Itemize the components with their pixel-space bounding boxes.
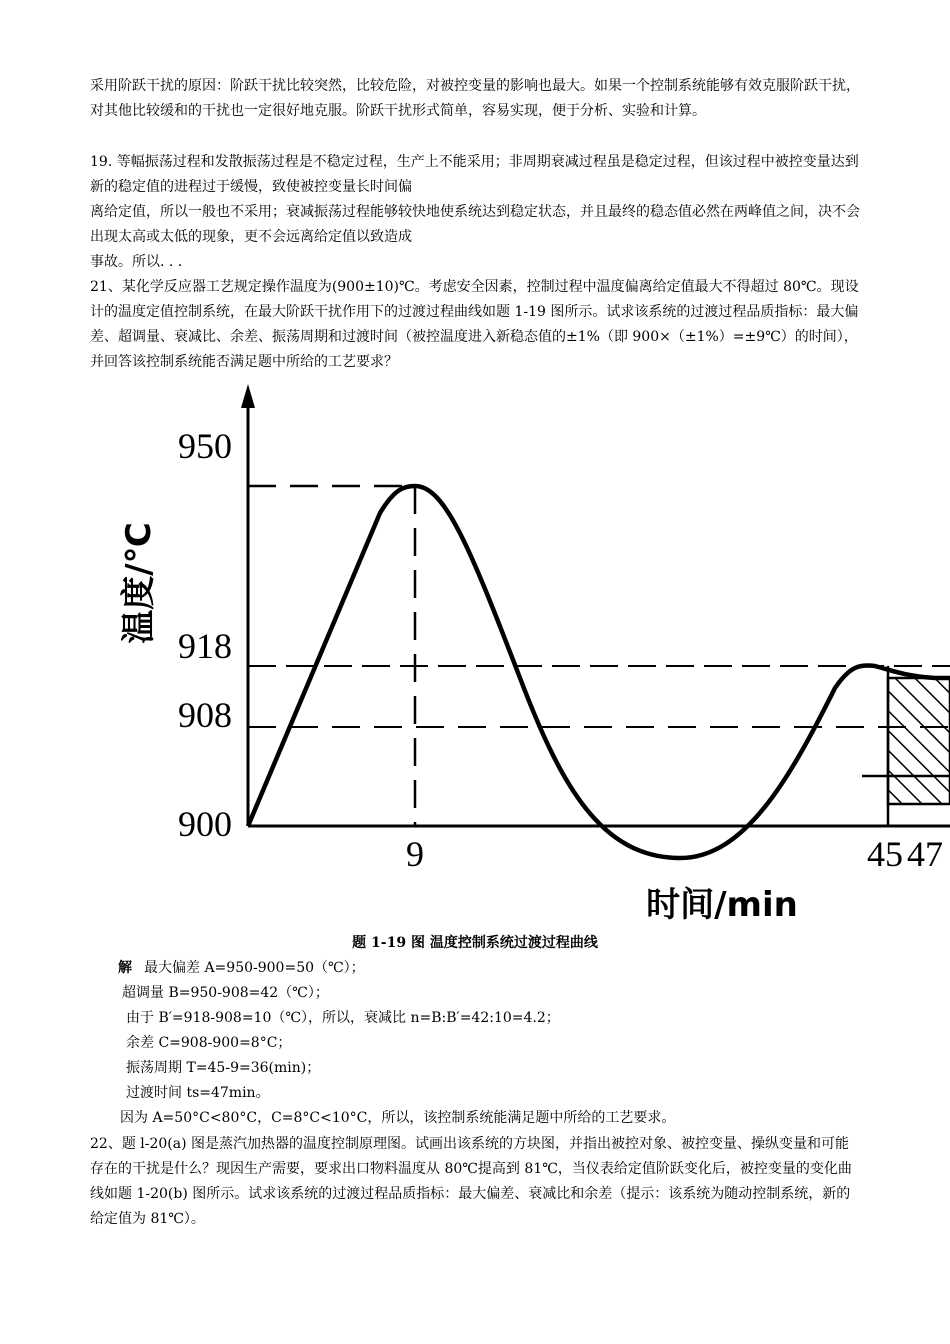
solution-label: 解 [118,960,132,976]
x-tick-label: 47 [907,834,943,874]
settling-band-hatch [888,678,950,804]
solution-line-6: 过渡时间 ts=47min。 [126,1085,270,1101]
x-axis-label: 时间/min [646,885,798,925]
figure-caption: 题 1-19 图 温度控制系统过渡过程曲线 [352,935,598,951]
paragraph-19-part1: 19. 等幅振荡过程和发散振荡过程是不稳定过程，生产上不能采用；非周期衰减过程虽是稳定过程，但该过程中被控变量达到新的稳定值的进程过于缓慢，致使被控变量长时间偏 [90,154,859,195]
solution-line-4: 余差 C=908-900=8°C； [126,1035,292,1051]
y-tick-label: 908 [178,695,232,735]
temperature-transient-chart [0,378,950,928]
x-tick-label: 45 [867,834,903,874]
paragraph-step-disturbance: 采用阶跃干扰的原因：阶跃干扰比较突然，比较危险，对被控变量的影响也最大。如果一个控制系统能够有效克服阶跃干扰，对其他比较缓和的干扰也一定很好地克服。阶跃干扰形式简单，容易实现，便于分析、实验和计算。 [90,78,860,119]
solution-line-5: 振荡周期 T=45-9=36(min)； [126,1060,321,1076]
question-22: 22、题 l-20(a) 图是蒸汽加热器的温度控制原理图。试画出该系统的方块图，并指出被控对象、被控变量、操纵变量和可能存在的干扰是什么？现因生产需要，要求出口物料温度从 80℃提高到 81℃，当仪表给定值阶跃变化后，被控变量的变化曲线如题 1-20(b) 图所示。试求该系统的过渡过程品质指标：最大偏差、衰减比和余差（提示：该系统为随动控制系统，新的给定值为 81℃）。 [90,1136,852,1227]
y-tick-label: 900 [178,804,232,844]
y-tick-label: 918 [178,626,232,666]
x-tick-label: 9 [406,834,424,874]
paragraph-19-part3: 事故。所以. . . [90,254,183,270]
y-axis-arrow [241,384,255,408]
solution-line-1: 最大偏差 A=950-900=50（℃）； [144,960,365,976]
response-curve [248,486,950,858]
question-21: 21、某化学反应器工艺规定操作温度为(900±10)℃。考虑安全因素，控制过程中温度偏离给定值最大不得超过 80℃。现设计的温度定值控制系统，在最大阶跃干扰作用下的过渡过程曲线如题 1-19 图所示。试求该系统的过渡过程品质指标：最大偏差、超调量、衰减比、余差、振荡周期和过渡时间（被控温度进入新稳态值的±1%（即 900×（±1%）=±9℃）的时间），并回答该控制系统能否满足题中所给的工艺要求？ [90,279,859,370]
solution-line-7: 因为 A=50°C<80°C，C=8°C<10°C，所以，该控制系统能满足题中所给的工艺要求。 [120,1110,676,1126]
paragraph-19-part2: 离给定值，所以一般也不采用；衰减振荡过程能够较快地使系统达到稳定状态，并且最终的稳态值必然在两峰值之间，决不会出现太高或太低的现象，更不会远离给定值以致造成 [90,204,860,245]
y-tick-label: 950 [178,426,232,466]
solution-line-3: 由于 B′=918-908=10（℃），所以，衰减比 n=B:B′=42:10=4.2； [126,1010,560,1026]
y-axis-label: 温度/℃ [119,522,159,644]
solution-line-2: 超调量 B=950-908=42（℃）； [122,985,329,1001]
